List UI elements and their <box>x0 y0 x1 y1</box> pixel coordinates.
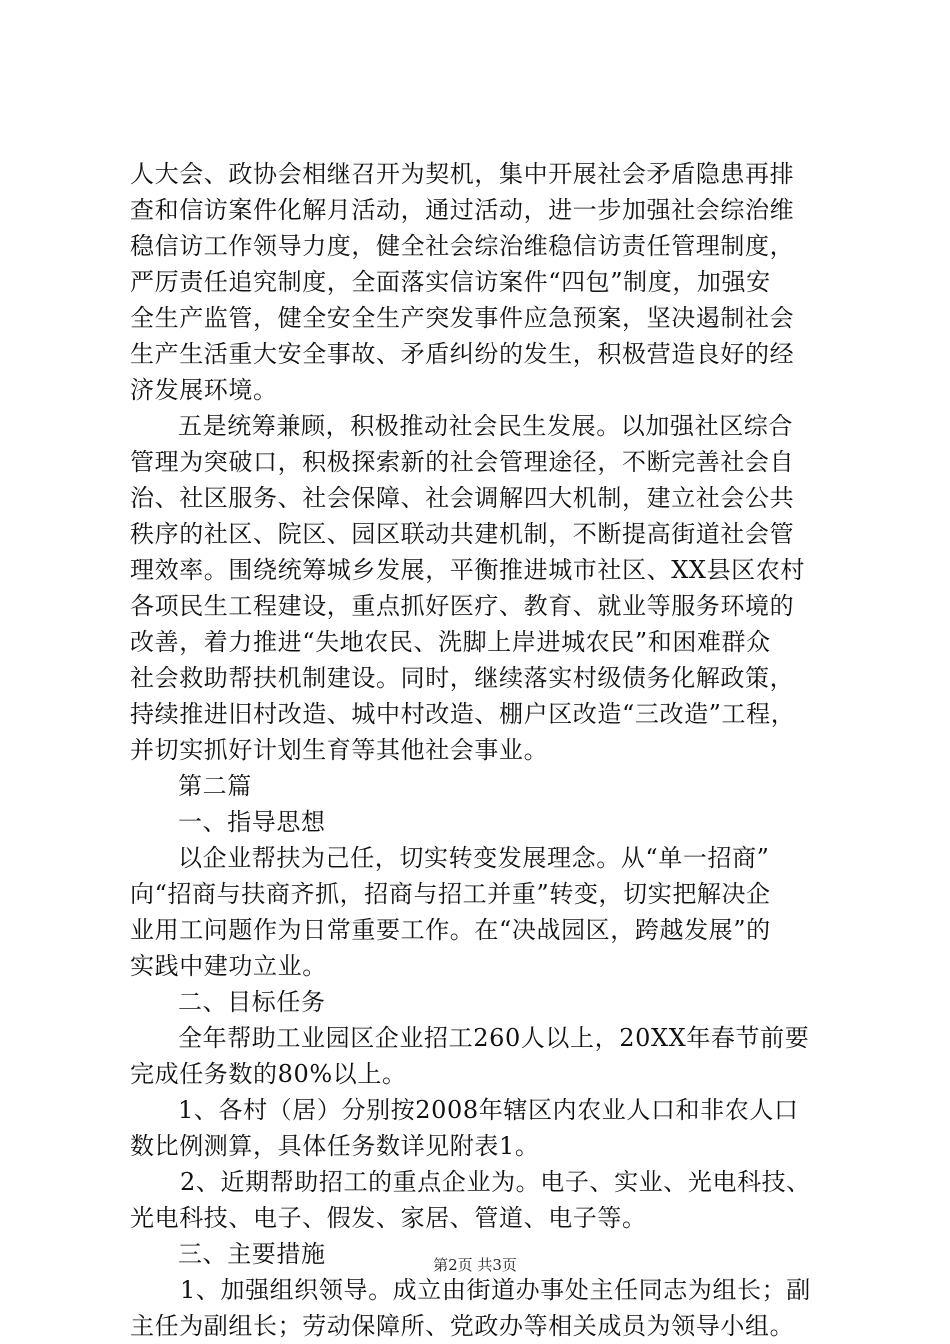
text-line: 主任为副组长；劳动保障所、党政办等相关成员为领导小组。 <box>130 1312 795 1340</box>
text-line: 一、指导思想 <box>178 808 326 836</box>
text-line: 光电科技、电子、假发、家居、管道、电子等。 <box>130 1204 647 1232</box>
text-line: 生产生活重大安全事故、矛盾纠纷的发生，积极营造良好的经 <box>130 340 795 368</box>
text-line: 业用工问题作为日常重要工作。在“决战园区，跨越发展”的 <box>130 916 771 944</box>
text-line: 稳信访工作领导力度，健全社会综治维稳信访责任管理制度， <box>130 232 795 260</box>
text-line: 理效率。围绕统筹城乡发展，平衡推进城市社区、XX县区农村 <box>130 556 805 584</box>
text-line: 人大会、政协会相继召开为契机，集中开展社会矛盾隐患再排 <box>130 160 795 188</box>
text-line: 二、目标任务 <box>178 988 326 1016</box>
text-line: 全生产监管，健全安全生产突发事件应急预案，坚决遏制社会 <box>130 304 795 332</box>
text-line: 全年帮助工业园区企业招工260人以上，20XX年春节前要 <box>178 1024 810 1052</box>
document-body <box>130 156 830 1344</box>
text-line: 2、近期帮助招工的重点企业为。电子、实业、光电科技、 <box>180 1168 811 1196</box>
text-line: 严厉责任追究制度，全面落实信访案件“四包”制度，加强安 <box>130 268 771 296</box>
text-line: 济发展环境。 <box>130 376 278 404</box>
text-line: 并切实抓好计划生育等其他社会事业。 <box>130 736 549 764</box>
text-line: 各项民生工程建设，重点抓好医疗、教育、就业等服务环境的 <box>130 592 795 620</box>
text-line: 1、加强组织领导。成立由街道办事处主任同志为组长；副 <box>180 1276 811 1304</box>
text-line: 1、各村（居）分别按2008年辖区内农业人口和非农人口 <box>178 1096 799 1124</box>
text-line: 治、社区服务、社会保障、社会调解四大机制，建立社会公共 <box>130 484 795 512</box>
text-line: 三、主要措施 <box>178 1240 326 1268</box>
text-line: 向“招商与扶商齐抓，招商与招工并重”转变，切实把解决企 <box>130 880 771 908</box>
text-line: 完成任务数的80%以上。 <box>130 1060 407 1088</box>
text-line: 社会救助帮扶机制建设。同时，继续落实村级债务化解政策， <box>130 664 795 692</box>
text-line: 持续推进旧村改造、城中村改造、棚户区改造“三改造”工程， <box>130 700 796 728</box>
text-line: 秩序的社区、院区、园区联动共建机制，不断提高街道社会管 <box>130 520 795 548</box>
text-line: 管理为突破口，积极探索新的社会管理途径，不断完善社会自 <box>130 448 795 476</box>
text-line: 实践中建功立业。 <box>130 952 327 980</box>
text-line: 五是统筹兼顾，积极推动社会民生发展。以加强社区综合 <box>178 412 793 440</box>
page-footer: 第2页 共3页 <box>433 1256 517 1274</box>
text-line: 查和信访案件化解月活动，通过活动，进一步加强社会综治维 <box>130 196 795 224</box>
text-line: 改善，着力推进“失地农民、洗脚上岸进城农民”和困难群众 <box>130 628 771 656</box>
text-line: 第二篇 <box>178 772 252 800</box>
text-line: 以企业帮扶为己任，切实转变发展理念。从“单一招商” <box>178 844 770 872</box>
text-line: 数比例测算，具体任务数详见附表1。 <box>130 1132 540 1160</box>
